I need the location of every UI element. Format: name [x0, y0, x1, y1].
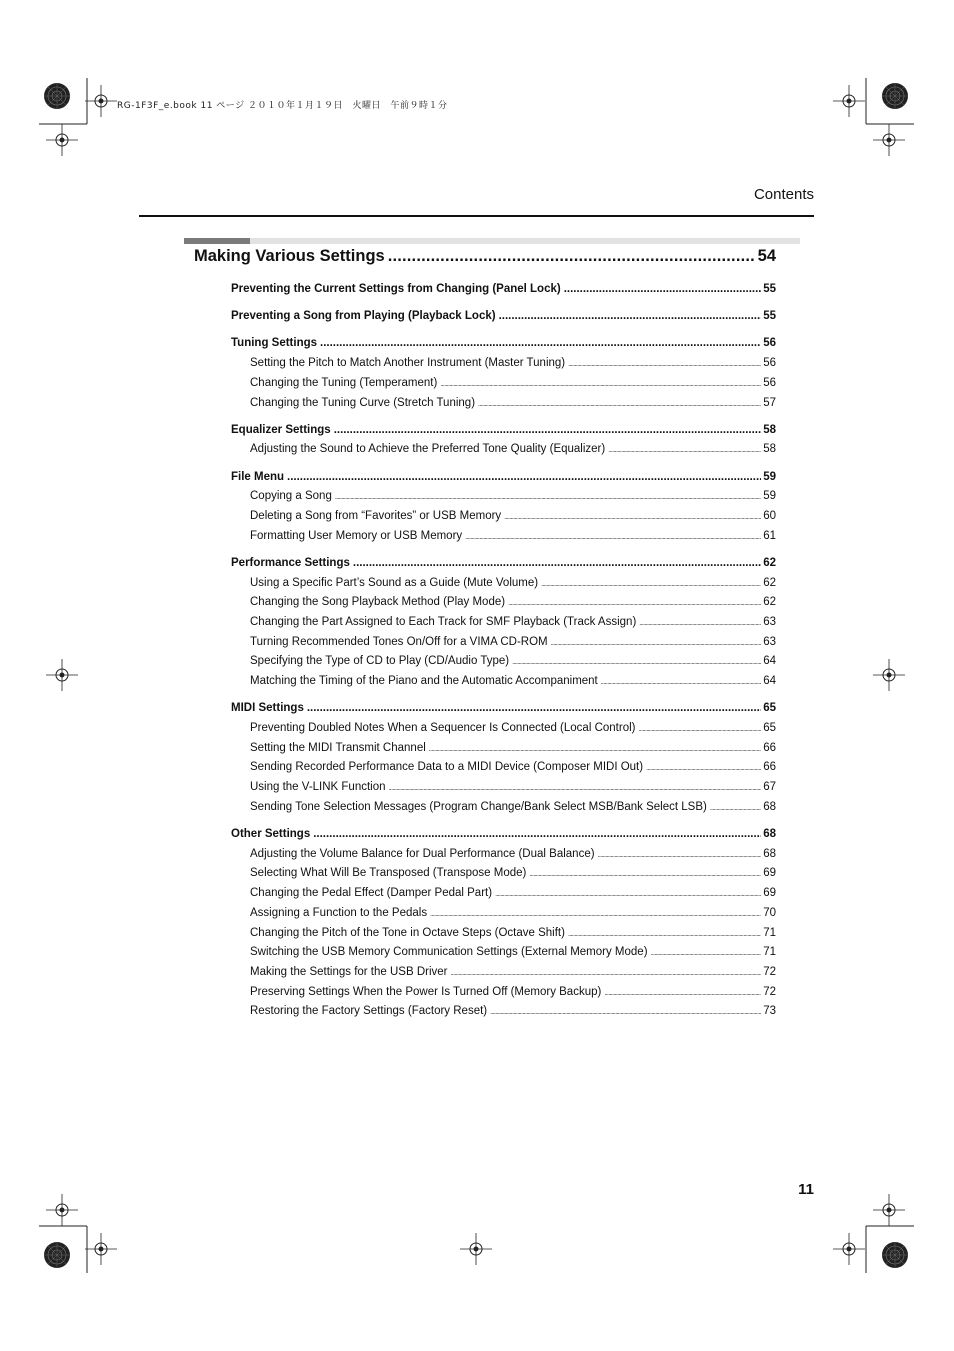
- toc-item[interactable]: [250, 887, 776, 899]
- toc-section[interactable]: [231, 283, 776, 295]
- toc-section-title: Preventing the Current Settings from Changing (Panel Lock): [231, 283, 561, 295]
- toc-item-page: 63: [763, 635, 776, 648]
- toc-item-title: Changing the Pedal Effect (Damper Pedal Part): [250, 887, 493, 900]
- toc-item-page: 62: [763, 596, 776, 609]
- toc-chapter-title: Making Various Settings: [194, 247, 385, 265]
- dot-leader: [512, 655, 761, 667]
- toc-item[interactable]: [250, 742, 776, 754]
- toc-item[interactable]: [250, 675, 776, 687]
- toc-section-page: 68: [763, 828, 776, 840]
- toc-item[interactable]: [250, 927, 776, 939]
- toc-item[interactable]: [250, 848, 776, 860]
- toc-item-title: Selecting What Will Be Transposed (Transpose Mode): [250, 867, 527, 880]
- toc-item[interactable]: [250, 907, 776, 919]
- dot-leader: [499, 310, 762, 322]
- toc-item[interactable]: [250, 397, 776, 409]
- toc-item[interactable]: [250, 577, 776, 589]
- toc-item-page: 69: [763, 887, 776, 900]
- toc-item-title: Changing the Song Playback Method (Play Mode): [250, 596, 506, 609]
- toc-item[interactable]: [250, 781, 776, 793]
- toc-item[interactable]: [250, 530, 776, 542]
- crop-mark-bottom-left: [39, 1194, 117, 1273]
- toc-item-title: Adjusting the Sound to Achieve the Preferred Tone Quality (Equalizer): [250, 443, 606, 456]
- toc-item-title: Changing the Part Assigned to Each Track for SMF Playback (Track Assign): [250, 616, 637, 628]
- toc-section[interactable]: [231, 702, 776, 714]
- dot-leader: [490, 1005, 761, 1017]
- dot-leader: [465, 530, 761, 542]
- toc-item-page: 64: [763, 675, 776, 688]
- running-head: Contents: [753, 186, 814, 203]
- toc-section-page: 58: [763, 423, 776, 436]
- toc-chapter-page: 54: [757, 247, 776, 265]
- toc-item[interactable]: [250, 655, 776, 667]
- toc-item[interactable]: [250, 510, 776, 522]
- toc-item-page: 61: [763, 529, 776, 542]
- toc-item-page: 71: [763, 946, 776, 959]
- crop-mark-mid-right: [873, 659, 905, 691]
- dot-leader: [508, 596, 761, 608]
- dot-leader: [568, 927, 761, 939]
- crop-mark-bottom-right: [833, 1194, 914, 1273]
- toc-item[interactable]: [250, 761, 776, 773]
- toc-item[interactable]: [250, 616, 776, 628]
- toc-section-page: 55: [763, 310, 776, 323]
- toc-section-title: MIDI Settings: [231, 702, 304, 715]
- dot-leader: [564, 283, 762, 295]
- crop-mark-mid-left: [46, 659, 78, 691]
- print-info: RG-1F3F_e.book 11 ページ ２０１０年１月１９日 火曜日 午前９時１分: [117, 101, 448, 111]
- toc-item[interactable]: [250, 490, 776, 502]
- dot-leader: [334, 424, 762, 436]
- toc-item-page: 72: [763, 985, 776, 998]
- dot-leader: [335, 490, 761, 502]
- dot-leader: [551, 636, 762, 648]
- toc-section[interactable]: [231, 337, 776, 349]
- toc-item-title: Preventing Doubled Notes When a Sequencer Is Connected (Local Control): [250, 722, 636, 734]
- toc-item[interactable]: [250, 986, 776, 998]
- toc-item-page: 56: [763, 376, 776, 389]
- toc-item[interactable]: [250, 377, 776, 389]
- toc-item-title: Using the V-LINK Function: [250, 781, 386, 794]
- toc-item-title: Preserving Settings When the Power Is Turned Off (Memory Backup): [250, 985, 602, 998]
- crop-mark-top-right: [833, 78, 914, 156]
- toc-item-page: 64: [763, 655, 776, 668]
- dot-leader: [478, 397, 761, 409]
- toc-item[interactable]: [250, 946, 776, 958]
- page-number: 11: [798, 1181, 814, 1198]
- toc-item-page: 59: [763, 490, 776, 503]
- toc-item-title: Setting the MIDI Transmit Channel: [250, 741, 426, 754]
- toc-item-title: Sending Recorded Performance Data to a MIDI Device (Composer MIDI Out): [250, 761, 644, 774]
- dot-leader: [307, 702, 761, 714]
- toc-item-title: Making the Settings for the USB Driver: [250, 965, 448, 978]
- toc-item-title: Turning Recommended Tones On/Off for a VIMA CD-ROM: [250, 635, 548, 648]
- dot-leader: [287, 471, 761, 483]
- toc-item-title: Switching the USB Memory Communication Settings (External Memory Mode): [250, 946, 648, 959]
- toc-item-page: 73: [763, 1005, 776, 1018]
- toc-section-title: File Menu: [231, 470, 285, 483]
- dot-leader: [638, 722, 761, 734]
- dot-leader: [451, 966, 762, 978]
- toc-section[interactable]: [231, 471, 776, 483]
- toc-item-page: 65: [763, 722, 776, 734]
- toc-section[interactable]: [231, 828, 776, 840]
- toc-item-page: 68: [763, 847, 776, 860]
- toc-item[interactable]: [250, 867, 776, 879]
- dot-leader: [651, 946, 762, 958]
- crop-mark-bottom-center: [460, 1233, 492, 1265]
- toc-section[interactable]: [231, 557, 776, 569]
- toc-item-page: 66: [763, 761, 776, 774]
- dot-leader: [608, 443, 761, 455]
- toc-item-page: 70: [763, 906, 776, 919]
- toc-item-title: Restoring the Factory Settings (Factory Reset): [250, 1005, 488, 1018]
- toc-item-title: Adjusting the Volume Balance for Dual Performance (Dual Balance): [250, 847, 595, 860]
- toc-item[interactable]: [250, 1005, 776, 1017]
- toc-item-page: 58: [763, 443, 776, 456]
- dot-leader: [529, 867, 761, 879]
- dot-leader: [710, 801, 761, 813]
- toc-item[interactable]: [250, 722, 776, 734]
- toc-item-title: Changing the Tuning (Temperament): [250, 376, 438, 389]
- toc-item-page: 62: [763, 576, 776, 589]
- chapter-bar: [250, 238, 800, 244]
- dot-leader: [429, 742, 761, 754]
- dot-leader: [430, 907, 761, 919]
- toc-item-title: Sending Tone Selection Messages (Program Change/Bank Select MSB/Bank Select LSB): [250, 800, 707, 813]
- toc-chapter[interactable]: [194, 247, 776, 266]
- dot-leader: [504, 510, 761, 522]
- dot-leader: [313, 828, 761, 840]
- chapter-bar-accent: [184, 238, 250, 244]
- crop-mark-top-left: [39, 78, 117, 156]
- toc-item-page: 60: [763, 510, 776, 522]
- toc-item-title: Setting the Pitch to Match Another Instrument (Master Tuning): [250, 357, 566, 370]
- toc-item-page: 56: [763, 357, 776, 370]
- dot-leader: [639, 616, 761, 628]
- toc-item-page: 57: [763, 396, 776, 409]
- dot-leader: [389, 781, 762, 793]
- dot-leader: [604, 986, 761, 998]
- toc-item-page: 68: [763, 800, 776, 813]
- toc-item-title: Using a Specific Part’s Sound as a Guide (Mute Volume): [250, 576, 539, 589]
- toc-item-title: Changing the Tuning Curve (Stretch Tuning): [250, 396, 476, 409]
- toc-section-title: Equalizer Settings: [231, 423, 331, 436]
- toc-item-page: 66: [763, 741, 776, 754]
- toc-item[interactable]: [250, 443, 776, 455]
- toc-item-title: Assigning a Function to the Pedals: [250, 906, 428, 919]
- dot-leader: [353, 557, 761, 569]
- toc-section-title: Preventing a Song from Playing (Playback Lock): [231, 310, 496, 323]
- dot-leader: [388, 247, 756, 266]
- toc-section-page: 56: [763, 337, 776, 350]
- dot-leader: [495, 887, 761, 899]
- dot-leader: [646, 761, 761, 773]
- toc-section-title: Performance Settings: [231, 556, 350, 569]
- toc-section-title: Other Settings: [231, 828, 311, 840]
- header-rule: [139, 215, 814, 217]
- toc-section[interactable]: [231, 310, 776, 322]
- dot-leader: [598, 848, 762, 860]
- dot-leader: [541, 577, 761, 589]
- toc-section-title: Tuning Settings: [231, 337, 318, 350]
- dot-leader: [568, 357, 761, 369]
- toc-item-title: Formatting User Memory or USB Memory: [250, 529, 463, 542]
- toc-item-title: Specifying the Type of CD to Play (CD/Audio Type): [250, 655, 510, 668]
- toc-item-title: Deleting a Song from “Favorites” or USB Memory: [250, 510, 502, 522]
- toc-section[interactable]: [231, 424, 776, 436]
- dot-leader: [320, 337, 761, 349]
- toc-item-page: 69: [763, 867, 776, 880]
- toc-item-title: Changing the Pitch of the Tone in Octave Steps (Octave Shift): [250, 926, 565, 939]
- toc-section-page: 55: [763, 283, 776, 295]
- toc-item-title: Copying a Song: [250, 490, 332, 503]
- dot-leader: [601, 675, 761, 687]
- toc-item[interactable]: [250, 966, 776, 978]
- toc-item-page: 71: [763, 926, 776, 939]
- toc-section-page: 62: [763, 556, 776, 569]
- toc-item[interactable]: [250, 636, 776, 648]
- toc-item-page: 72: [763, 965, 776, 978]
- toc-item-page: 63: [763, 616, 776, 628]
- toc-item[interactable]: [250, 801, 776, 813]
- toc-item[interactable]: [250, 596, 776, 608]
- toc-section-page: 59: [763, 470, 776, 483]
- dot-leader: [440, 377, 761, 389]
- toc-item-title: Matching the Timing of the Piano and the Automatic Accompaniment: [250, 675, 598, 688]
- toc-item-page: 67: [763, 781, 776, 794]
- toc-item[interactable]: [250, 357, 776, 369]
- toc-section-page: 65: [763, 702, 776, 715]
